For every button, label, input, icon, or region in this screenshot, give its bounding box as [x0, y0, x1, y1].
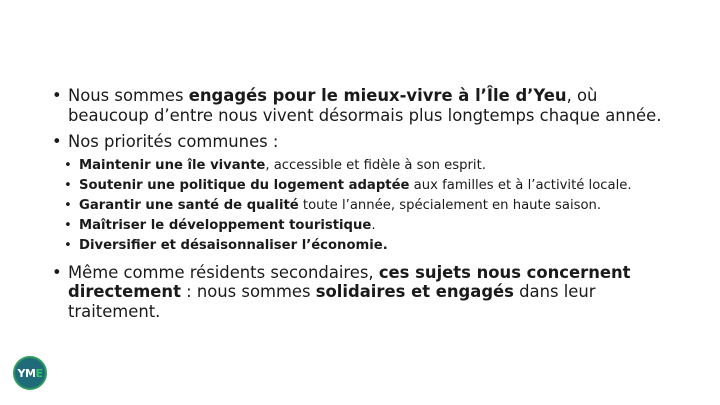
priority-item: [64, 216, 666, 236]
priorities-list: [36, 156, 666, 257]
bullet-residents-post: dans leur traitement.: [68, 282, 596, 321]
priority-item-rest: , accessible et fidèle à son esprit.: [265, 157, 486, 173]
priority-item-bold: Soutenir une politique du logement adaptée: [79, 177, 410, 193]
priority-item-rest: toute l’année, spécialement en haute saison.: [298, 197, 602, 213]
bullet-engagement-pre: Nous sommes: [68, 86, 189, 105]
priority-item-rest: .: [371, 218, 376, 234]
priority-item: [64, 176, 666, 196]
priority-item-bold: Diversifier et désaisonnaliser l’économie.: [79, 238, 388, 254]
priority-item-bold: Garantir une santé de qualité: [79, 197, 299, 213]
bullet-priorities-text: Nos priorités communes :: [68, 132, 279, 151]
priority-item: [64, 236, 666, 256]
logo-text-accent: E: [35, 366, 43, 380]
priority-item-bold: Maîtriser le développement touristique: [79, 218, 372, 234]
priority-item-bold: Maintenir une île vivante: [79, 157, 266, 173]
priority-item: [64, 196, 666, 216]
bullet-residents-bold2: solidaires et engagés: [315, 282, 514, 302]
bullet-residents-mid: : nous sommes: [180, 282, 316, 302]
bullet-priorities: [52, 132, 682, 152]
bullet-engagement-bold: engagés pour le mieux-vivre à l’Île d’Yeu: [188, 86, 567, 105]
yme-logo: [13, 356, 47, 390]
priority-item-rest: aux familles et à l’activité locale.: [409, 177, 632, 193]
slide-content: [52, 86, 682, 321]
logo-text-main: YM: [17, 366, 36, 380]
logo-text: [18, 367, 43, 380]
bullet-engagement-post: , où beaucoup d’entre nous vivent désormais plus longtemps chaque année.: [68, 86, 662, 125]
priority-item: [64, 156, 666, 176]
bullet-residents-pre: Même comme résidents secondaires,: [68, 262, 379, 282]
bullet-residents: [52, 263, 682, 322]
bullet-residents-bold1: ces sujets nous concernent directement: [68, 262, 631, 302]
bullet-engagement: [52, 86, 682, 125]
